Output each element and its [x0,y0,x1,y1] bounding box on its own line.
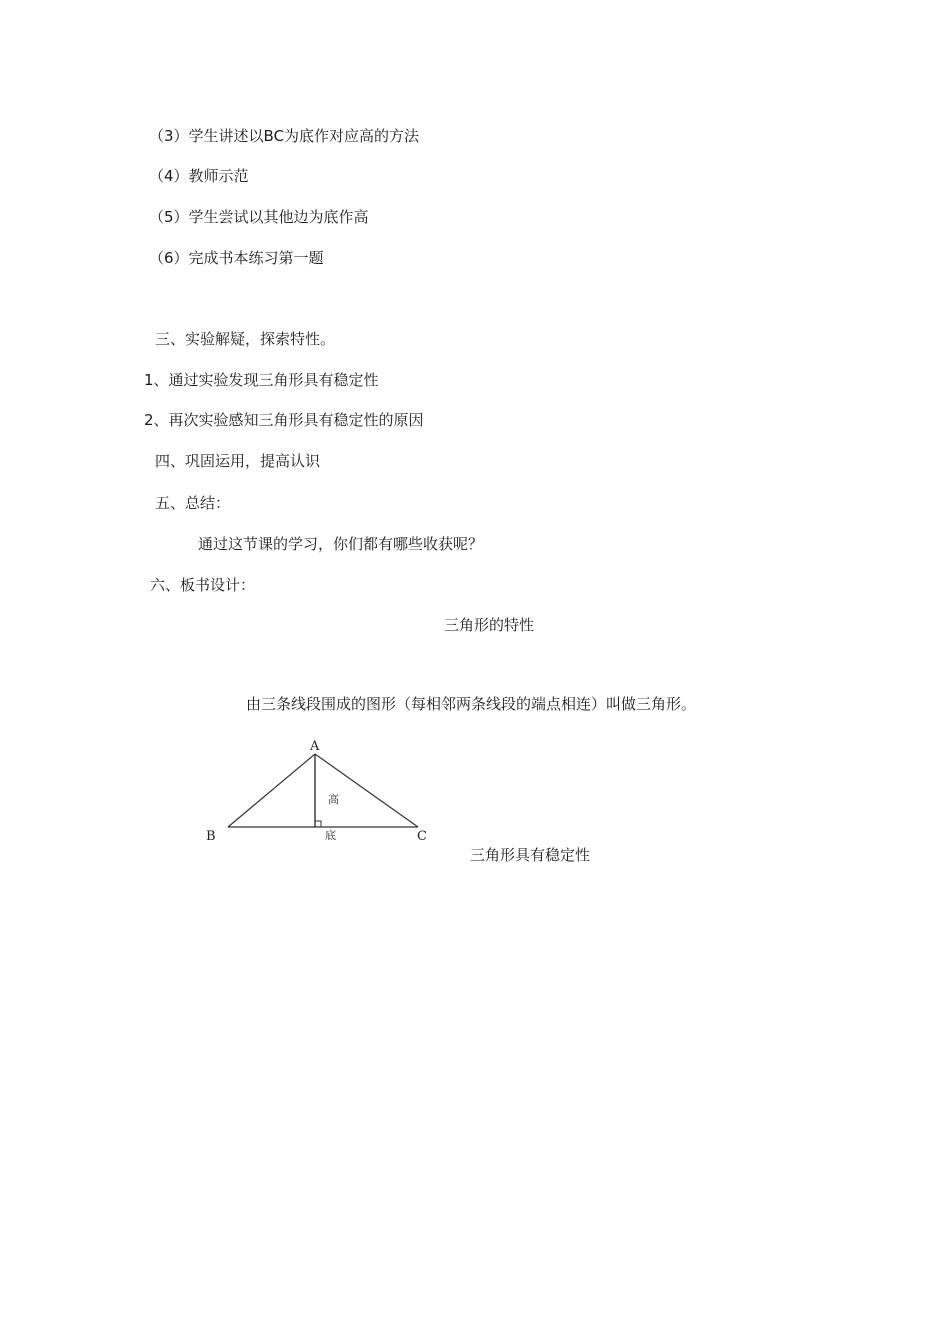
height-label: 高 [328,793,339,806]
base-label: 底 [325,829,336,842]
step-4-text: （4）教师示范 [149,167,249,185]
section-5-heading: 五、总结： [155,494,231,512]
right-angle-mark [315,821,321,827]
vertex-c-label: C [417,829,427,844]
vertex-b-label: B [206,829,216,844]
item-1-text: 1、通过实验发现三角形具有稳定性 [144,371,379,389]
triangle-definition: 由三条线段围成的图形（每相邻两条线段的端点相连）叫做三角形。 [246,695,697,713]
stability-statement: 三角形具有稳定性 [470,846,591,864]
board-title: 三角形的特性 [444,616,535,634]
item-2-text: 2、再次实验感知三角形具有稳定性的原因 [144,411,424,429]
vertex-a-label: A [310,739,320,754]
triangle-figure [200,736,440,846]
summary-question: 通过这节课的学习，你们都有哪些收获呢？ [198,535,484,553]
step-6-text: （6）完成书本练习第一题 [149,249,324,267]
side-ac [315,754,418,827]
step-3-text: （3）学生讲述以BC为底作对应高的方法 [149,127,420,145]
section-6-heading: 六、板书设计： [150,576,256,594]
side-ab [228,754,315,827]
step-5-text: （5）学生尝试以其他边为底作高 [149,208,369,226]
section-3-heading: 三、实验解疑，探索特性。 [155,330,336,348]
section-4-heading: 四、巩固运用，提高认识 [155,452,321,470]
